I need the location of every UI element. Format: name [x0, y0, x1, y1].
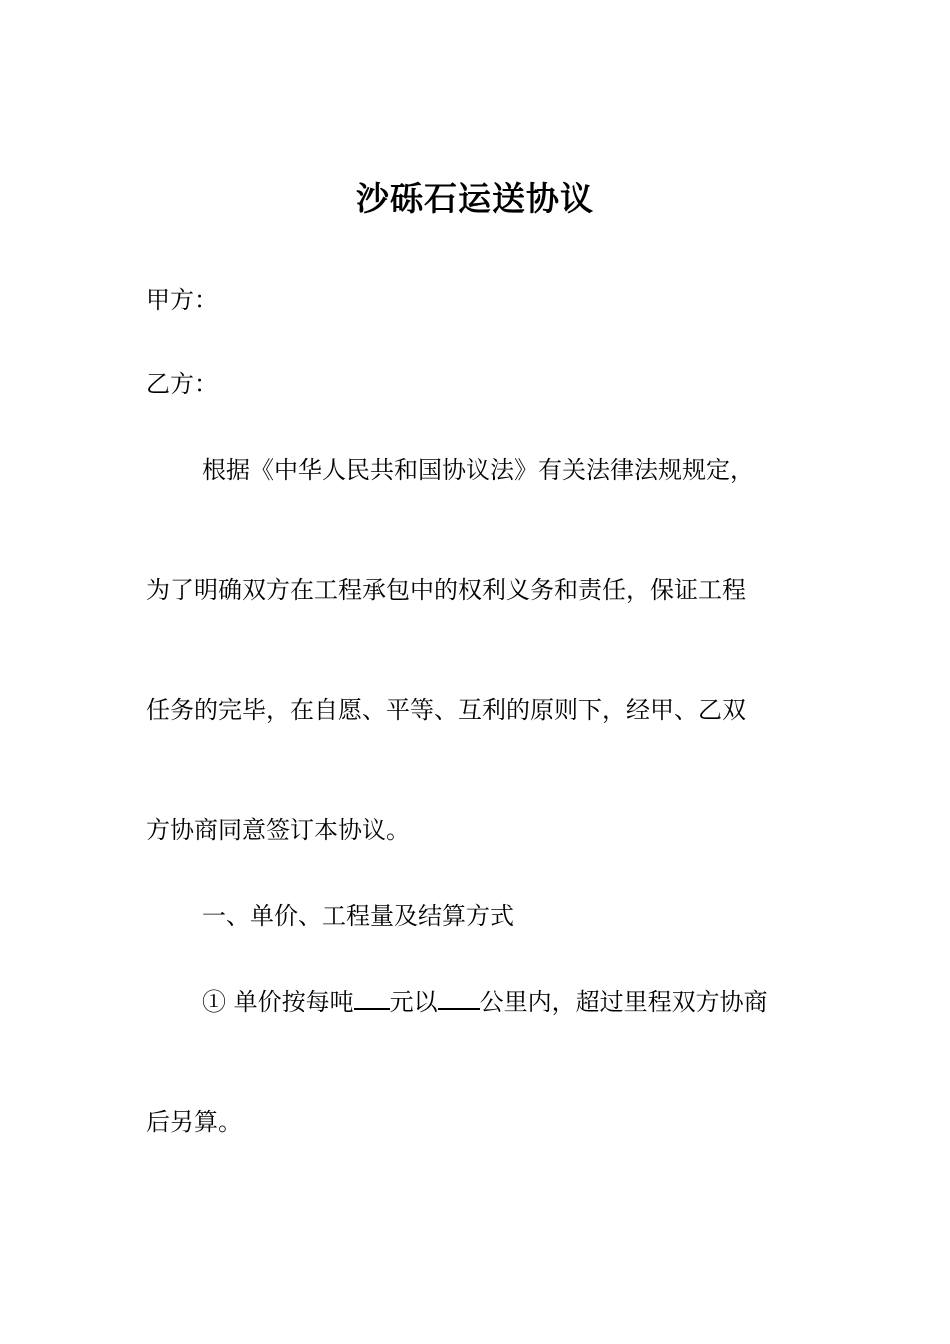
preamble-line-2: 为了明确双方在工程承包中的权利义务和责任，保证工程 — [146, 576, 746, 604]
distance-blank — [438, 986, 480, 1010]
document-title: 沙砾石运送协议 — [356, 179, 594, 218]
preamble-line-3: 任务的完毕，在自愿、平等、互利的原则下，经甲、乙双 — [146, 696, 746, 724]
preamble-line-1: 根据《中华人民共和国协议法》有关法律法规规定， — [202, 456, 754, 484]
party-a-label: 甲方： — [146, 286, 218, 314]
preamble-line-4: 方协商同意签订本协议。 — [146, 816, 410, 844]
clause-1-part-a: ① 单价按每吨 — [202, 988, 354, 1016]
section-1-heading: 一、单价、工程量及结算方式 — [202, 902, 514, 930]
clause-1-continuation: 后另算。 — [146, 1108, 242, 1136]
price-blank — [354, 986, 390, 1010]
clause-1-part-c: 公里内，超过里程双方协商 — [479, 988, 768, 1016]
party-b-label: 乙方： — [146, 370, 218, 398]
clause-1-part-b: 元以 — [389, 988, 438, 1016]
clause-1-line — [202, 986, 768, 1018]
